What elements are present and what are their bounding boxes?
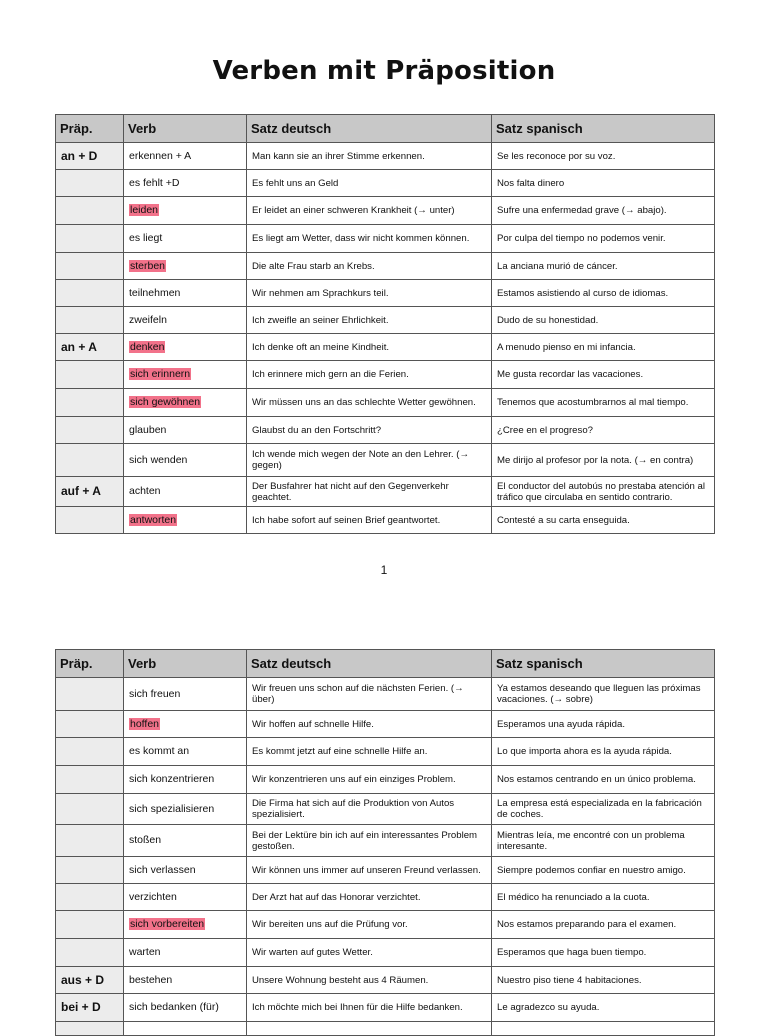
- cell-spanish-sentence: Siempre podemos confiar en nuestro amigo.: [492, 857, 715, 884]
- verb-text: erkennen + A: [129, 149, 192, 162]
- verb-text: achten: [129, 485, 161, 497]
- cell-prep: [56, 857, 124, 884]
- cell-prep: [56, 884, 124, 911]
- cell-german-sentence: Wir nehmen am Sprachkurs teil.: [247, 280, 492, 307]
- table-row: [56, 678, 715, 711]
- table-row: [56, 825, 715, 857]
- cell-german-sentence: Es fehlt uns an Geld: [247, 170, 492, 197]
- cell-verb: [124, 825, 247, 857]
- highlighted-verb: sich gewöhnen: [130, 396, 201, 408]
- cell-prep: bei + D: [56, 994, 124, 1022]
- page-title: Verben mit Präposition: [212, 56, 556, 86]
- page-number: 1: [380, 563, 388, 577]
- cell-prep: an + D: [56, 143, 124, 170]
- cell-verb: [124, 884, 247, 911]
- cell-german-sentence: Die Firma hat sich auf die Produktion von Autos spezialisiert.: [247, 794, 492, 825]
- header-prep: Präp.: [56, 115, 124, 143]
- verb-text: sich freuen: [129, 687, 181, 700]
- cell-prep: [56, 253, 124, 280]
- header-prep: Präp.: [56, 650, 124, 678]
- cell-german-sentence: Wir können uns immer auf unseren Freund verlassen.: [247, 857, 492, 884]
- cell-spanish-sentence: Le agradezco su ayuda.: [492, 994, 715, 1022]
- table-row: [56, 911, 715, 939]
- cell-spanish-sentence: Contesté a su carta enseguida.: [492, 507, 715, 534]
- table-header-row: [56, 650, 715, 678]
- cell-verb: [124, 253, 247, 280]
- table-row: [56, 389, 715, 417]
- verb-text: es kommt an: [129, 745, 190, 757]
- verb-text: stoßen: [129, 834, 162, 846]
- verb-text: sich wenden: [129, 453, 188, 466]
- table-row: [56, 170, 715, 197]
- cell-german-sentence: Der Arzt hat auf das Honorar verzichtet.: [247, 884, 492, 911]
- cell-german-sentence: Wir freuen uns schon auf die nächsten Ferien. (→ über): [247, 678, 492, 711]
- verb-text: sich spezialisieren: [129, 802, 215, 815]
- table-row: [56, 307, 715, 334]
- cell-verb: [124, 738, 247, 766]
- cell-prep: [56, 794, 124, 825]
- verb-table-page-2: [55, 649, 715, 1036]
- cell-spanish-sentence: La empresa está especializada en la fabricación de coches.: [492, 794, 715, 825]
- verb-text: warten: [129, 946, 161, 958]
- table-row: [56, 444, 715, 477]
- table-row: [56, 361, 715, 389]
- cell-verb: [124, 477, 247, 507]
- cell-verb: [124, 444, 247, 477]
- header-verb: Verb: [124, 650, 247, 678]
- cell-spanish-sentence: Dudo de su honestidad.: [492, 307, 715, 334]
- cell-prep: [56, 711, 124, 738]
- cell-spanish-sentence: Mientras leía, me encontré con un problema interesante.: [492, 825, 715, 857]
- cell-prep: [56, 170, 124, 197]
- cell-verb: [124, 857, 247, 884]
- cell-verb: [124, 361, 247, 389]
- table-row: [56, 477, 715, 507]
- cell-german-sentence: Ich zweifle an seiner Ehrlichkeit.: [247, 307, 492, 334]
- cell-german-sentence: Die alte Frau starb an Krebs.: [247, 253, 492, 280]
- table-row: [56, 334, 715, 361]
- highlighted-verb: sterben: [130, 259, 166, 272]
- verb-text: es liegt: [129, 232, 163, 244]
- cell-spanish-sentence: Nos estamos preparando para el examen.: [492, 911, 715, 939]
- highlighted-verb: sich vorbereiten: [130, 918, 205, 930]
- cell-spanish-sentence: Nuestro piso tiene 4 habitaciones.: [492, 967, 715, 994]
- cell-verb: [124, 766, 247, 794]
- cell-verb: [124, 967, 247, 994]
- cell-verb: [124, 711, 247, 738]
- cell-german-sentence: Unsere Wohnung besteht aus 4 Räumen.: [247, 967, 492, 994]
- verb-text: sich konzentrieren: [129, 773, 215, 785]
- header-german: Satz deutsch: [247, 115, 492, 143]
- table-header-row: [56, 115, 715, 143]
- cell-prep: [56, 307, 124, 334]
- cell-spanish-sentence: Estamos asistiendo al curso de idiomas.: [492, 280, 715, 307]
- cell-spanish-sentence: Me dirijo al profesor por la nota. (→ en contra): [492, 444, 715, 477]
- cell-spanish-sentence: Tenemos que acostumbrarnos al mal tiempo.: [492, 389, 715, 417]
- cell-german-sentence: Wir müssen uns an das schlechte Wetter gewöhnen.: [247, 389, 492, 417]
- header-spanish: Satz spanisch: [492, 650, 715, 678]
- cell-german-sentence: Wir hoffen auf schnelle Hilfe.: [247, 711, 492, 738]
- table-row: [56, 884, 715, 911]
- verb-text: sich verlassen: [129, 863, 196, 876]
- verb-text: verzichten: [129, 890, 177, 903]
- cell-german-sentence: Man kann sie an ihrer Stimme erkennen.: [247, 143, 492, 170]
- cell-spanish-sentence: Lo que importa ahora es la ayuda rápida.: [492, 738, 715, 766]
- table-row: [56, 417, 715, 444]
- cell-german-sentence: Ich wende mich wegen der Note an den Lehrer. (→ gegen): [247, 444, 492, 477]
- cell-german-sentence: Wir konzentrieren uns auf ein einziges Problem.: [247, 766, 492, 794]
- table-row: [56, 143, 715, 170]
- cell-spanish-sentence: Esperamos una ayuda rápida.: [492, 711, 715, 738]
- cell-prep: an + A: [56, 334, 124, 361]
- table-row: [56, 794, 715, 825]
- table-row: [56, 225, 715, 253]
- cell-german-sentence: Wir bereiten uns auf die Prüfung vor.: [247, 911, 492, 939]
- verb-text: bestehen: [129, 973, 173, 986]
- table-row: [56, 857, 715, 884]
- cell-spanish-sentence: Me gusta recordar las vacaciones.: [492, 361, 715, 389]
- verb-text: zweifeln: [129, 313, 167, 326]
- cell-german-sentence: Bei der Lektüre bin ich auf ein interessantes Problem gestoßen.: [247, 825, 492, 857]
- cell-spanish-sentence: A menudo pienso en mi infancia.: [492, 334, 715, 361]
- cell-prep: [56, 911, 124, 939]
- cell-spanish-sentence: Se les reconoce por su voz.: [492, 143, 715, 170]
- cell-german-sentence: Es liegt am Wetter, dass wir nicht kommen können.: [247, 225, 492, 253]
- cell-german-sentence: Ich habe sofort auf seinen Brief geantwortet.: [247, 507, 492, 534]
- cell-spanish-sentence: Nos estamos centrando en un único problema.: [492, 766, 715, 794]
- cell-spanish-sentence: La anciana murió de cáncer.: [492, 253, 715, 280]
- cell-verb: [124, 994, 247, 1022]
- cell-prep: [56, 507, 124, 534]
- header-german: Satz deutsch: [247, 650, 492, 678]
- cell-prep: [56, 766, 124, 794]
- highlighted-verb: denken: [130, 340, 165, 353]
- cell-spanish-sentence: Por culpa del tiempo no podemos venir.: [492, 225, 715, 253]
- table-row: [56, 766, 715, 794]
- verb-text: sich bedanken (für): [129, 1001, 219, 1013]
- cell-german-sentence: Ich erinnere mich gern an die Ferien.: [247, 361, 492, 389]
- cell-german-sentence: Wir warten auf gutes Wetter.: [247, 939, 492, 967]
- header-spanish: Satz spanisch: [492, 115, 715, 143]
- cell-verb: [124, 307, 247, 334]
- table-row: [56, 738, 715, 766]
- cell-verb: [124, 507, 247, 534]
- cell-german-sentence: Glaubst du an den Fortschritt?: [247, 417, 492, 444]
- table-row: [56, 939, 715, 967]
- cell-spanish-sentence: ¿Cree en el progreso?: [492, 417, 715, 444]
- cell-german-sentence: Er leidet an einer schweren Krankheit (→ unter): [247, 197, 492, 225]
- cell-spanish-sentence: Nos falta dinero: [492, 170, 715, 197]
- cell-prep: aus + D: [56, 967, 124, 994]
- table-row: [56, 253, 715, 280]
- cell-prep: [56, 225, 124, 253]
- cell-german-sentence: Es kommt jetzt auf eine schnelle Hilfe an.: [247, 738, 492, 766]
- verb-text: glauben: [129, 423, 167, 436]
- table-row: [56, 507, 715, 534]
- cell-verb: [124, 911, 247, 939]
- cell-prep: [56, 738, 124, 766]
- table-row: [56, 967, 715, 994]
- cell-verb: [124, 417, 247, 444]
- cell-verb: [124, 170, 247, 197]
- cell-prep: [56, 417, 124, 444]
- cell-verb: [124, 143, 247, 170]
- cell-german-sentence: Ich denke oft an meine Kindheit.: [247, 334, 492, 361]
- cell-spanish-sentence: El médico ha renunciado a la cuota.: [492, 884, 715, 911]
- cell-german-sentence: Der Busfahrer hat nicht auf den Gegenverkehr geachtet.: [247, 477, 492, 507]
- cell-german-sentence: Ich möchte mich bei Ihnen für die Hilfe bedanken.: [247, 994, 492, 1022]
- highlighted-verb: hoffen: [130, 717, 160, 730]
- table-row: [56, 711, 715, 738]
- cell-prep: [56, 280, 124, 307]
- cell-verb: [124, 334, 247, 361]
- highlighted-verb: sich erinnern: [130, 368, 191, 380]
- cell-verb: [124, 280, 247, 307]
- cell-prep: auf + A: [56, 477, 124, 507]
- table-row: [56, 280, 715, 307]
- cell-verb: [124, 225, 247, 253]
- cell-prep: [56, 939, 124, 967]
- cell-verb: [124, 389, 247, 417]
- cell-spanish-sentence: Esperamos que haga buen tiempo.: [492, 939, 715, 967]
- cell-verb: [124, 794, 247, 825]
- cell-prep: [56, 444, 124, 477]
- cell-spanish-sentence: El conductor del autobús no prestaba atención al tráfico que circulaba en sentido contrario.: [492, 477, 715, 507]
- cell-verb: [124, 939, 247, 967]
- cell-prep: [56, 825, 124, 857]
- verb-table-page-1: [55, 114, 715, 534]
- highlighted-verb: antworten: [130, 513, 177, 526]
- header-verb: Verb: [124, 115, 247, 143]
- cell-spanish-sentence: Ya estamos deseando que lleguen las próximas vacaciones. (→ sobre): [492, 678, 715, 711]
- table-row: [56, 197, 715, 225]
- highlighted-verb: leiden: [130, 204, 159, 216]
- verb-text: teilnehmen: [129, 286, 181, 299]
- cell-prep: [56, 361, 124, 389]
- verb-text: es fehlt +D: [129, 176, 180, 189]
- cell-verb: [124, 197, 247, 225]
- cell-prep: [56, 678, 124, 711]
- cell-prep: [56, 389, 124, 417]
- cell-verb: [124, 678, 247, 711]
- cell-spanish-sentence: Sufre una enfermedad grave (→ abajo).: [492, 197, 715, 225]
- table-row: [56, 994, 715, 1022]
- cell-prep: [56, 197, 124, 225]
